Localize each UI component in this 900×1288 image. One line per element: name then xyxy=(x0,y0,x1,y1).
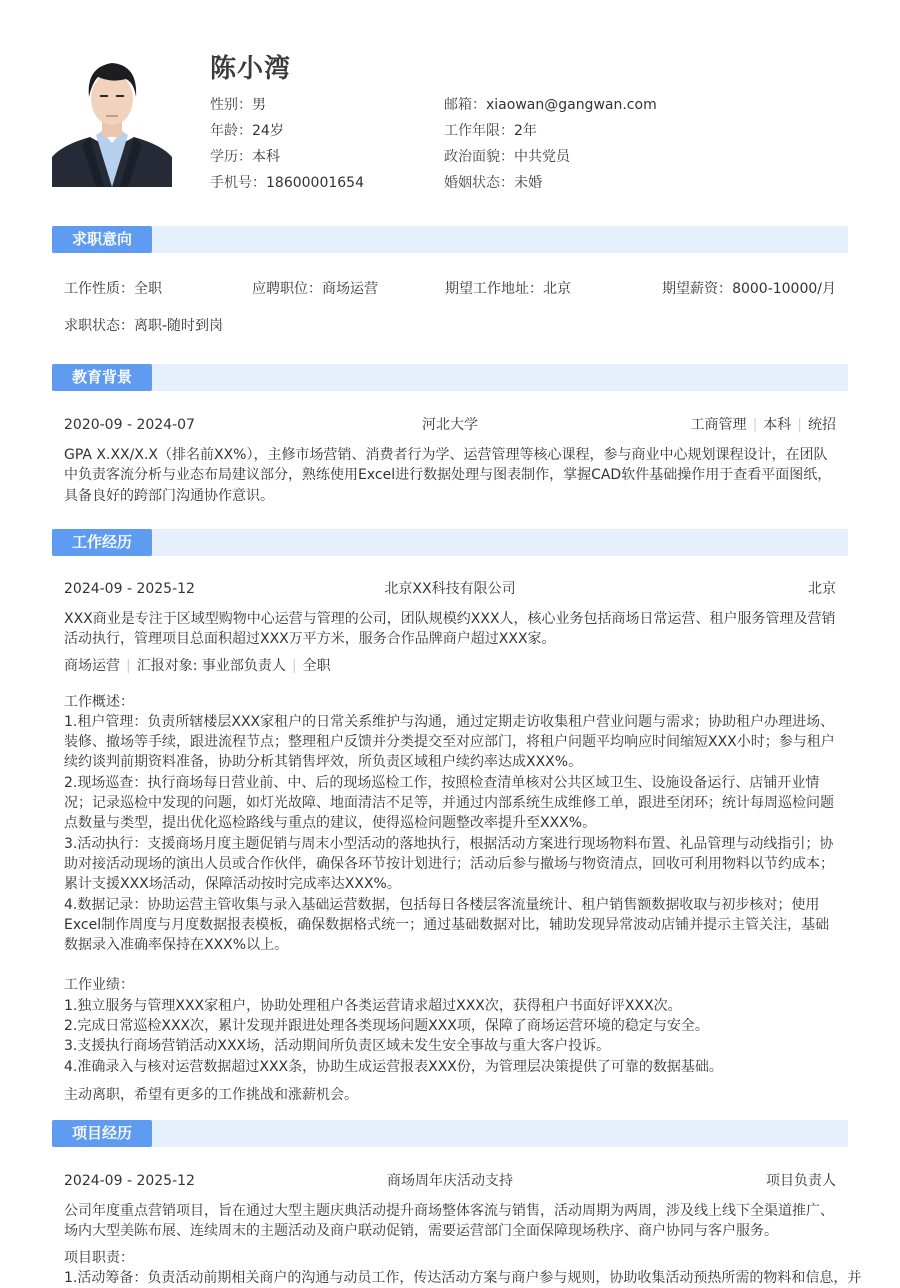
employment-type-tag: 全职 xyxy=(302,657,331,674)
section-title: 项目经历 xyxy=(52,1120,152,1147)
intent-salary xyxy=(662,278,836,298)
achievement-item: 1.独立服务与管理XXX家租户，协助处理租户各类运营请求超过XXX次，获得租户书面好评XXX次。 xyxy=(64,997,682,1014)
info-value: 中共党员 xyxy=(514,149,570,165)
education-block xyxy=(64,415,836,506)
info-education xyxy=(210,144,364,170)
section-title: 工作经历 xyxy=(52,529,152,556)
duties-title: 项目职责： xyxy=(64,1249,134,1266)
job-intent-block xyxy=(64,278,836,342)
info-email xyxy=(444,92,657,118)
intent-label: 工作性质： xyxy=(64,281,134,297)
company-name: 北京XX科技有限公司 xyxy=(384,581,516,597)
intent-location xyxy=(445,278,571,298)
leave-reason: 主动离职，希望有更多的工作挑战和涨薪机会。 xyxy=(64,1086,358,1103)
achievement-item: 3.支援执行商场营销活动XXX场，活动期间所负责区域未发生安全事故与重大客户投诉。 xyxy=(64,1038,611,1055)
divider: | xyxy=(291,657,297,674)
overview-title: 工作概述： xyxy=(64,693,134,710)
achievement-item: 4.准确录入与核对运营数据超过XXX条，协助生成运营报表XXX份，为管理层决策提供了可靠的数据基础。 xyxy=(64,1058,723,1075)
work-period: 2024-09 - 2025-12 xyxy=(64,581,195,597)
info-political-status xyxy=(444,144,657,170)
education-tags xyxy=(691,415,836,435)
info-label: 婚姻状态： xyxy=(444,175,514,191)
section-title: 教育背景 xyxy=(52,364,152,391)
basic-info-left xyxy=(210,92,364,196)
section-header-project xyxy=(52,1120,848,1147)
profile-header xyxy=(52,48,848,191)
info-label: 邮箱： xyxy=(444,97,486,113)
project-summary-row xyxy=(64,1171,836,1191)
intent-value: 商场运营 xyxy=(322,281,378,297)
section-title: 求职意向 xyxy=(52,226,152,253)
degree-tag: 本科 xyxy=(763,417,792,433)
info-work-years xyxy=(444,118,657,144)
info-label: 政治面貌： xyxy=(444,149,514,165)
info-value: 2年 xyxy=(514,123,537,139)
intent-position xyxy=(252,278,378,298)
intent-label: 期望工作地址： xyxy=(445,281,543,297)
overview-item: 1.租户管理：负责所辖楼层XXX家租户的日常关系维护与沟通，通过定期走访收集租户营业问题与需求；协助租户办理进场、装修、撤场等手续，跟进流程节点；整理租户反馈并分类提交至对应部门，将租户问题平均响应时间缩短XXX小时；参与租户续约谈判前期资料准备，协助分析其销售坪效，所负责区域租户续约率达成XXX%。 xyxy=(64,713,835,771)
profile-photo xyxy=(52,53,172,187)
project-name: 商场周年庆活动支持 xyxy=(387,1173,513,1189)
info-label: 年龄： xyxy=(210,123,252,139)
info-marital-status xyxy=(444,170,657,196)
info-phone xyxy=(210,170,364,196)
info-label: 手机号： xyxy=(210,175,266,191)
portrait-image xyxy=(52,53,172,187)
basic-info-right xyxy=(444,92,657,196)
work-summary-row xyxy=(64,579,836,599)
info-label: 工作年限： xyxy=(444,123,514,139)
intent-value: 全职 xyxy=(134,281,162,297)
project-role: 项目负责人 xyxy=(766,1173,836,1189)
achievement-item: 2.完成日常巡检XXX次，累计发现并跟进处理各类现场问题XXX项，保障了商场运营环境的稳定与安全。 xyxy=(64,1018,709,1035)
overview-item: 3.活动执行：支援商场月度主题促销与周末小型活动的落地执行，根据活动方案进行现场物料布置、礼品管理与动线指引；协助对接活动现场的演出人员或合作伙伴，确保各环节按计划进行；活动后参与撤场与物资清点，回收可利用物料以节约成本；累计支援XXX场活动，保障活动按时完成率达XXX%。 xyxy=(64,835,834,893)
intent-job-type xyxy=(64,278,162,298)
info-label: 性别： xyxy=(210,97,252,113)
achievements-title: 工作业绩： xyxy=(64,977,134,994)
duty-item: 1.活动筹备：负责活动前期相关商户的沟通与动员工作，传达活动方案与商户参与规则，协助收集活动预热所需的物料和信息，并 xyxy=(64,1269,862,1286)
intent-label: 期望薪资： xyxy=(662,281,733,297)
intent-value: 8000-10000/月 xyxy=(732,281,836,297)
intent-status xyxy=(64,315,223,335)
work-location: 北京 xyxy=(808,581,836,597)
education-description: GPA X.XX/X.X（排名前XX%），主修市场营销、消费者行为学、运营管理等核心课程，参与商业中心规划课程设计，在团队中负责客流分析与业态布局建议部分，熟练使用Excel进行数据处理与图表制作，掌握CAD软件基础操作用于查看平面图纸，具备良好的跨部门沟通协作意识。 xyxy=(64,447,832,504)
info-value: 本科 xyxy=(252,149,280,165)
divider: | xyxy=(752,417,758,433)
intent-value: 离职-随时到岗 xyxy=(134,318,224,334)
intent-label: 求职状态： xyxy=(64,318,134,334)
project-block xyxy=(64,1171,862,1288)
divider: | xyxy=(126,657,131,674)
intent-value: 北京 xyxy=(543,281,571,297)
info-value: 男 xyxy=(252,97,266,113)
info-value: xiaowan@gangwan.com xyxy=(486,97,657,113)
info-value: 24岁 xyxy=(252,123,284,139)
project-duties xyxy=(64,1248,862,1288)
enrollment-tag: 统招 xyxy=(808,417,836,433)
intent-label: 应聘职位： xyxy=(252,281,322,297)
section-header-job-intent xyxy=(52,226,848,253)
major-tag: 工商管理 xyxy=(690,417,747,433)
work-achievements xyxy=(64,975,836,1076)
candidate-name: 陈小湾 xyxy=(210,54,292,84)
overview-item: 2.现场巡查：执行商场每日营业前、中、后的现场巡检工作，按照检查清单核对公共区域卫生、设施设备运行、店铺开业情况；记录巡检中发现的问题，如灯光故障、地面清洁不足等，并通过内部系统生成维修工单，跟进至闭环；统计每周巡检问题点数量与类型，提出优化巡检路线与重点的建议，使得巡检问题整改率提升至XXX%。 xyxy=(64,774,834,832)
project-period: 2024-09 - 2025-12 xyxy=(64,1173,195,1189)
school-name: 河北大学 xyxy=(422,417,478,433)
company-intro: XXX商业是专注于区域型购物中心运营与管理的公司，团队规模约XXX人，核心业务包括商场日常运营、租户服务管理及营销活动执行，管理项目总面积超过XXX万平方米，服务合作品牌商户超过XXX家。 xyxy=(64,611,836,648)
info-label: 学历： xyxy=(210,149,252,165)
info-gender xyxy=(210,92,364,118)
info-value: 18600001654 xyxy=(266,175,364,191)
divider: | xyxy=(797,417,802,433)
department-tag: 商场运营 xyxy=(64,657,120,674)
info-age xyxy=(210,118,364,144)
project-description: 公司年度重点营销项目，旨在通过大型主题庆典活动提升商场整体客流与销售，活动周期为两周，涉及线上线下全渠道推广、场内大型美陈布展、连续周末的主题活动及商户联动促销，需要运营部门全面保障现场秩序、商户协同与客户服务。 xyxy=(64,1203,834,1240)
work-tags xyxy=(64,656,836,676)
section-header-education xyxy=(52,364,848,391)
education-period: 2020-09 - 2024-07 xyxy=(64,417,195,433)
overview-item: 4.数据记录：协助运营主管收集与录入基础运营数据，包括每日各楼层客流量统计、租户销售额数据收取与初步核对；使用Excel制作周度与月度数据报表模板，确保数据格式统一；通过基础数据对比，辅助发现异常波动店铺并提示主管关注，基础数据录入准确率保持在XXX%以上。 xyxy=(64,896,830,954)
work-block xyxy=(64,579,836,1105)
education-summary-row xyxy=(64,415,836,435)
report-to-tag: 汇报对象: 事业部负责人 xyxy=(136,657,286,674)
work-overview xyxy=(64,692,836,956)
info-value: 未婚 xyxy=(514,175,542,191)
section-header-work xyxy=(52,529,848,556)
